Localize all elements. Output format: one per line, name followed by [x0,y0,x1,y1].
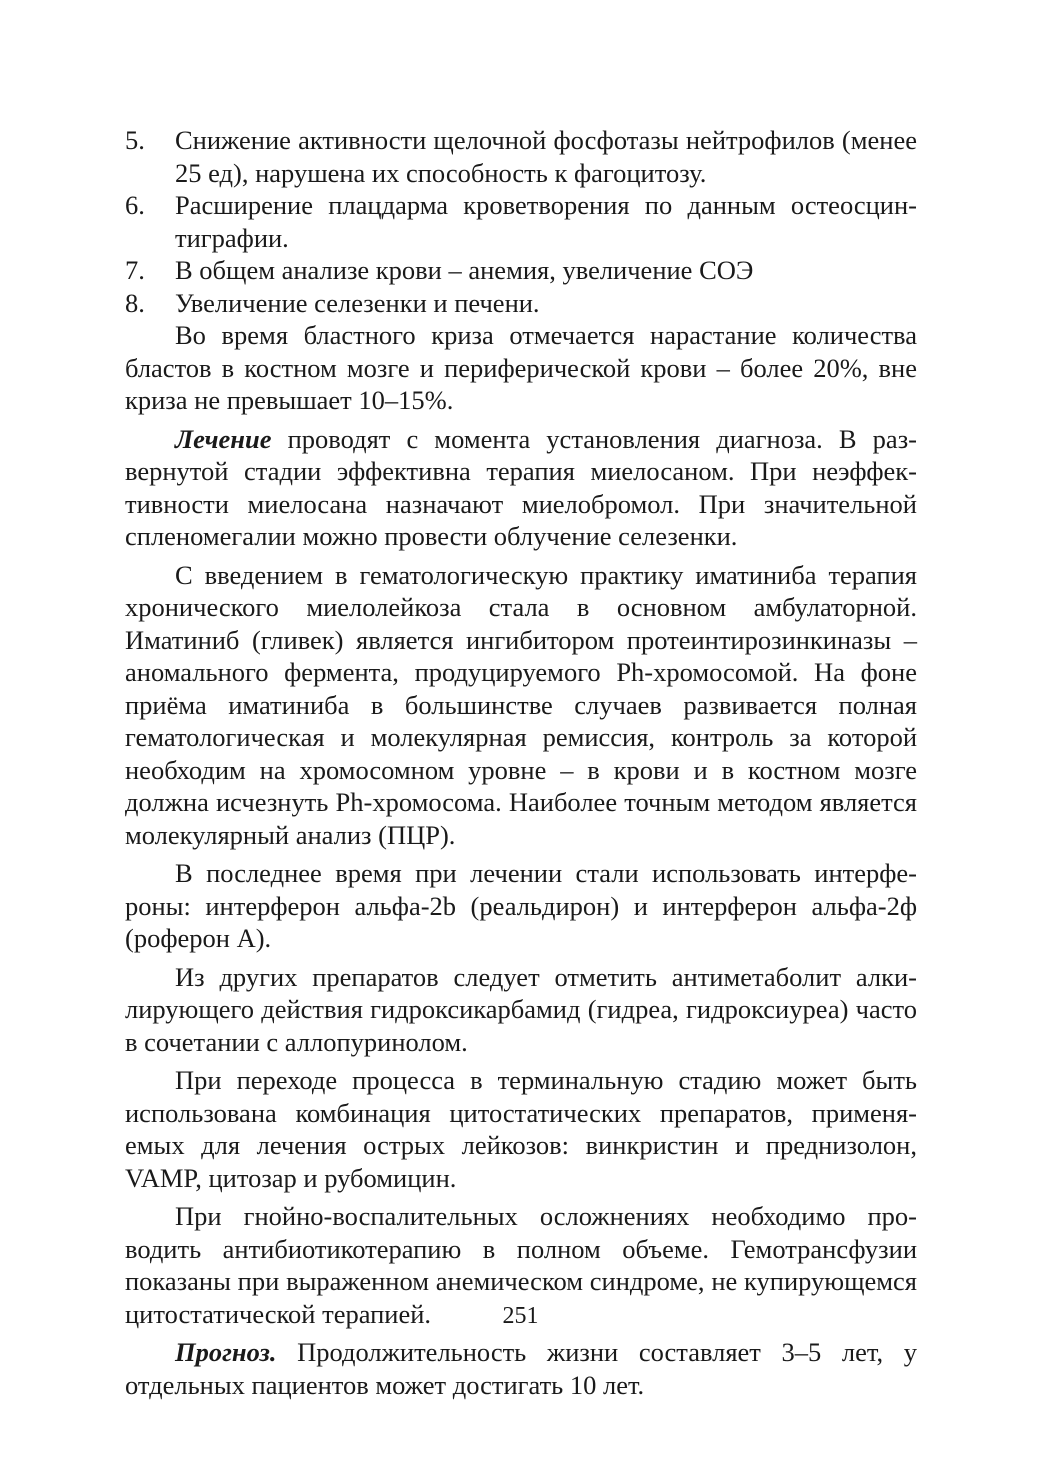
paragraph-terminal-stage: При переходе процесса в терминальную стадию может быть использована комбинация цитостатических препаратов, применяемых для лечения острых лейкозов: винкристин и преднизолон, VAMP, цитозар и рубомицин. [125,1065,917,1193]
list-item-5 [125,124,917,189]
page-body [125,124,917,1401]
paragraph-imatinib: С введением в гематологическую практику иматиниба терапия хронического миелолейкоза стала в основном амбулаторной. Иматиниб (гливек) является ингибитором протеинтирозинкиназы – аномального фермента, продуцируемого Ph-хромосомой. На фоне приёма иматиниба в большинстве случаев развивается полная гематологическая и молекулярная ремиссия, контроль за которой необходим на хромосомном уровне – в крови и в костном мозге должна исчезнуть Ph-хромосома. Наиболее точным методом является молекулярный анализ (ПЦР). [125,559,917,850]
prognosis-text: Продолжительность жизни составляет 3–5 лет, у отдельных пациентов может достигать 10 лет. [125,1337,917,1400]
list-number: 5. [125,125,145,155]
paragraph-prognosis [125,1336,917,1401]
list-number: 7. [125,255,145,285]
list-text: Снижение активности щелочной фосфотазы нейтрофилов (менее 25 ед), нарушена их способность к фагоцитозу. [175,125,917,188]
prognosis-heading: Прогноз. [175,1337,277,1367]
paragraph-infections: При гнойно-воспалительных осложнениях необходимо проводить антибиотикотерапию в полном объеме. Гемотрансфузии показаны при выраженном анемическом синдроме, не купирующемся цитостатической терапией. [125,1201,917,1329]
list-text: В общем анализе крови – анемия, увеличение СОЭ [175,255,754,285]
page-number: 251 [502,1303,539,1329]
list-number: 8. [125,287,145,318]
treatment-heading: Лечение [175,423,272,454]
treatment-text: проводят с момента установления диагноза. В развернутой стадии эффективна терапия миелосаном. При неэффективности миелосана назначают миелобромол. При значительной спленомегалии можно провести облучение селезенки. [125,423,917,551]
list-item-6 [125,189,917,254]
list-item-8 [125,287,917,320]
list-text: Расширение плацдарма кроветворения по данным остеосцинтиграфии. [175,190,917,253]
paragraph-blast-crisis: Во время бластного криза отмечается нарастание количества бластов в костном мозге и периферической крови – более 20%, вне криза не превышает 10–15%. [125,320,917,415]
paragraph-treatment [125,423,917,553]
paragraph-antimetabolite: Из других препаратов следует отметить антиметаболит алкилирующего действия гидроксикарбамид (гидреа, гидроксиуреа) часто в сочетании с аллопуринолом. [125,961,917,1057]
list-number: 6. [125,190,145,220]
paragraph-interferons: В последнее время при лечении стали использовать интерфероны: интерферон альфа-2b (реальдирон) и интерферон альфа-2ф (роферон А). [125,858,917,953]
list-text: Увеличение селезенки и печени. [175,287,540,318]
list-item-7 [125,254,917,287]
